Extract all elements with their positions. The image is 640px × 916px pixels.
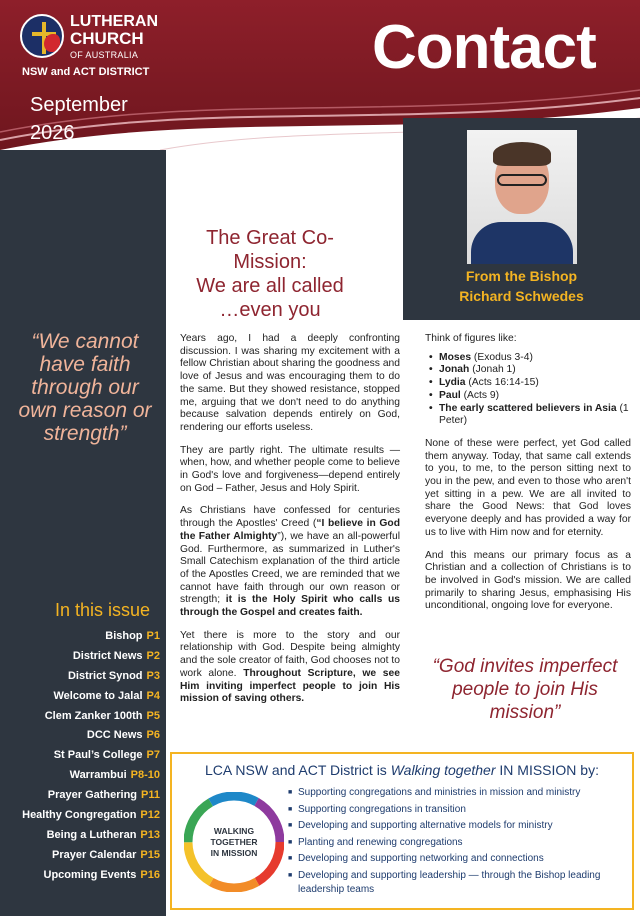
paragraph: Years ago, I had a deeply confronting discussion. I was sharing my excitement with a fellow Christian about sharing the goodness and love of Jesus and was encouraging them to do the same. But they showed resistance, stopped me, arguing that we don't need to do anything because salvation depends entirely on God, rendering our efforts useless. (180, 333, 400, 433)
masthead-title: Contact (372, 13, 596, 82)
list-item: ■ Planting and renewing congregations (288, 836, 628, 850)
article-column-1 (180, 333, 400, 716)
toc-item[interactable]: DCC News P6 (86, 729, 160, 742)
sidebar-quote: “We cannot have faith through our own reason or strength” (18, 330, 152, 445)
bishop-name: Richard Schwedes (459, 288, 584, 304)
paragraph: And this means our primary focus as a Christian and a collection of Christians is to be involved in God's mission. We are called primarily to sharing Jesus, emphasising His unconditional, ongoing love for everyone. (425, 549, 631, 612)
mission-title: LCA NSW and ACT District is Walking together IN MISSION by: (205, 762, 599, 778)
toc-item[interactable]: Welcome to Jalal P4 (53, 689, 160, 702)
list-item: • Jonah (Jonah 1) (425, 364, 631, 377)
list-item: • The early scattered believers in Asia (1 Peter) (425, 403, 631, 428)
list-item: ■ Developing and supporting networking and connections (288, 852, 628, 866)
toc-item[interactable]: District Synod P3 (67, 669, 160, 682)
pull-quote: “God invites imperfect people to join His mission” (432, 656, 618, 723)
list-item: • Lydia (Acts 16:14-15) (425, 377, 631, 390)
toc-item[interactable]: Warrambui P8-10 (69, 769, 160, 782)
sidebar (0, 150, 166, 916)
toc-item[interactable]: District News P2 (72, 649, 160, 662)
mission-wheel-icon (184, 792, 284, 892)
org-name-line1: LUTHERAN (70, 13, 158, 30)
article-column-2 (425, 333, 631, 623)
paragraph-continued: Think of figures like: (425, 333, 517, 344)
figures-list (425, 352, 631, 428)
wheel-text-line3: IN MISSION (210, 848, 258, 858)
toc-item[interactable]: Clem Zanker 100th P5 (44, 709, 160, 722)
issue-month: September (30, 94, 128, 116)
org-name-line2: CHURCH (70, 29, 144, 48)
lca-logo-icon (20, 14, 64, 58)
bishop-photo (467, 130, 577, 264)
district-name: NSW and ACT DISTRICT (22, 66, 150, 78)
wheel-text-line1: WALKING (213, 826, 255, 836)
in-this-issue-heading: In this issue (55, 600, 151, 620)
toc-item[interactable]: Prayer Calendar P15 (52, 848, 160, 861)
paragraph: They are partly right. The ultimate results — when, how, and whether people come to believe in God's love and forgiveness—depend entirely on God – Father, Jesus and Holy Spirit. (180, 444, 400, 494)
toc-item[interactable]: St Paul’s College P7 (53, 749, 160, 762)
list-item: ■ Supporting congregations and ministries in mission and ministry (288, 786, 628, 800)
toc-item[interactable]: Upcoming Events P16 (43, 868, 160, 881)
org-name-line3: OF AUSTRALIA (70, 50, 139, 60)
list-item: • Moses (Exodus 3-4) (425, 352, 631, 365)
toc-item[interactable]: Bishop P1 (105, 630, 160, 642)
paragraph: Yet there is more to the story and our relationship with God. Despite being almighty and the sole creator of faith, God chooses not to work alone. Throughout Scripture, we see Him inviting imperfect people to join His mission of saving others. (180, 629, 400, 705)
mission-list (288, 786, 628, 899)
list-item: • Paul (Acts 9) (425, 390, 631, 403)
article-title: The Great Co-Mission: We are all called …even you (196, 227, 344, 321)
bishop-caption-line1: From the Bishop (465, 268, 578, 284)
paragraph: None of these were perfect, yet God called them anyway. Today, that same call extends to you, to me, to the person sitting next to you in the pew, and even to those who aren't yet sitting in a pew. We are all invited to share the Good News: that God loves everyone deeply and has provided a way for us to live with Him now and for eternity. (425, 437, 631, 538)
wheel-text-line2: TOGETHER (210, 837, 258, 847)
paragraph: As Christians have confessed for centuries through the Apostles' Creed (“I believe in God the Father Almighty”), we have an all-powerful God. Furthermore, as summarized in Luther's Small Catechism explanation of the third article of the Apostles Creed, we are reminded that we cannot have faith through our own reason or strength; it is the Holy Spirit who calls us through the Gospel and creates faith. (180, 505, 401, 619)
table-of-contents (0, 630, 160, 889)
toc-item[interactable]: Prayer Gathering P11 (47, 789, 160, 802)
mission-box (170, 752, 634, 910)
issue-year: 2026 (30, 122, 75, 144)
list-item: ■ Developing and supporting alternative models for ministry (288, 819, 628, 833)
list-item: ■ Supporting congregations in transition (288, 803, 628, 817)
toc-item[interactable]: Being a Lutheran P13 (46, 828, 160, 841)
toc-item[interactable]: Healthy Congregation P12 (22, 809, 160, 822)
list-item: ■ Developing and supporting leadership — through the Bishop leading leadership teams (288, 869, 628, 896)
bishop-panel (403, 118, 640, 320)
